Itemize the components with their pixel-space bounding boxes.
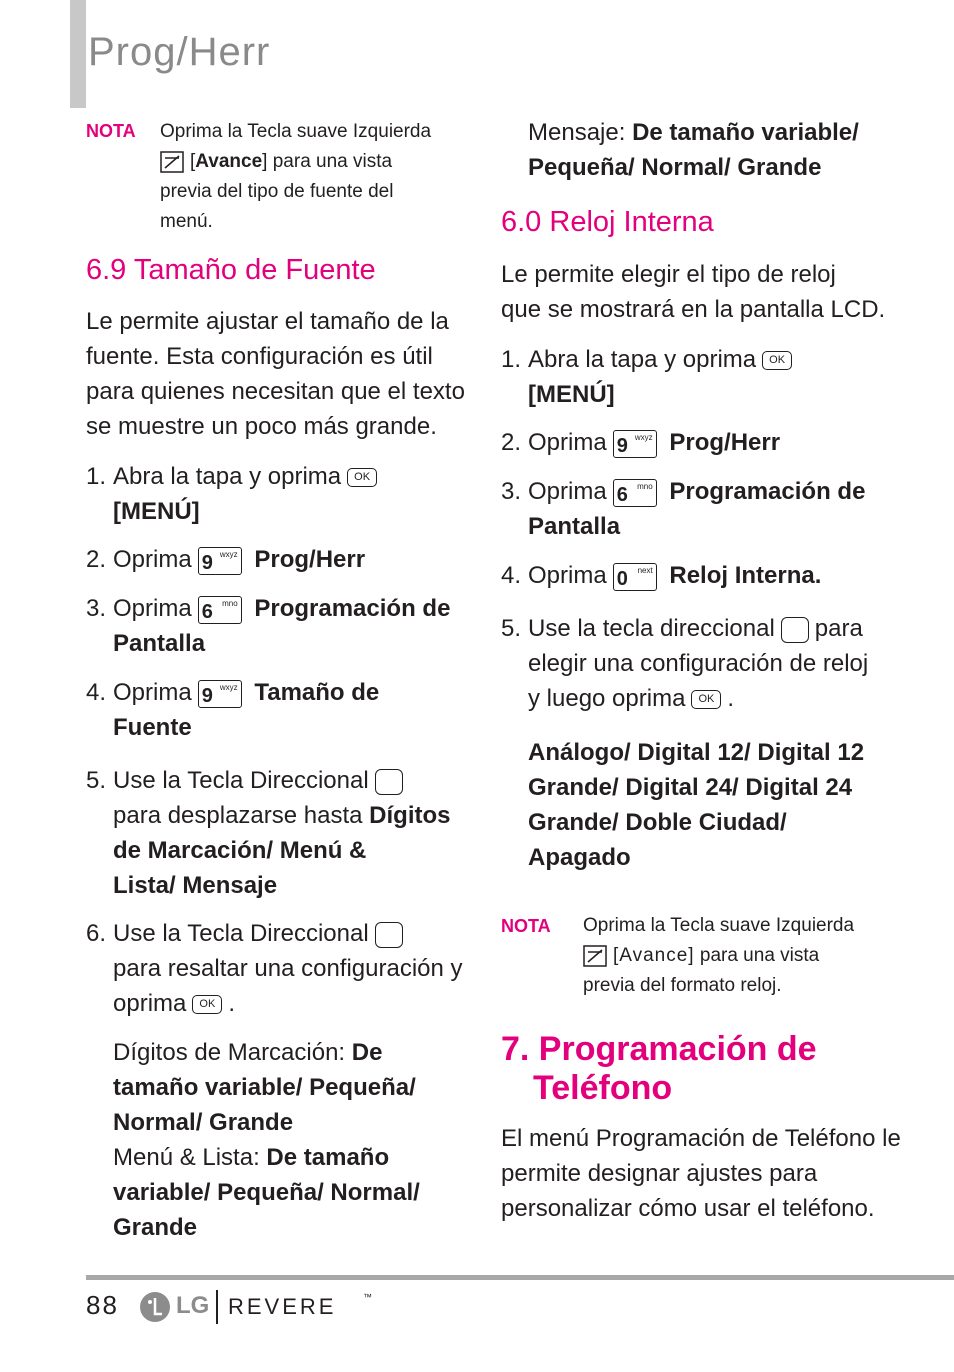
step-text: Use la Tecla Direccional	[113, 920, 369, 947]
step-text: Oprima	[113, 595, 192, 622]
section-title-programacion-telefono	[501, 1030, 817, 1108]
step-bold: Fuente	[113, 714, 192, 741]
step-text: Oprima	[528, 478, 607, 505]
directional-key-icon	[375, 922, 403, 948]
nota-text	[160, 117, 431, 237]
key-6-icon	[613, 479, 657, 507]
footer-divider	[86, 1275, 954, 1280]
option-label: Menú & Lista:	[113, 1144, 260, 1171]
text-line: para quienes necesitan que el texto	[86, 378, 465, 405]
step-1	[113, 459, 383, 529]
step-number: 5.	[86, 767, 107, 794]
step-2	[113, 542, 365, 577]
directional-key-icon	[375, 769, 403, 795]
option-value: Grande/ Doble Ciudad/	[528, 809, 787, 836]
nota-line	[583, 941, 854, 971]
option-value: Pequeña/ Normal/ Grande	[528, 154, 822, 181]
directional-key-icon	[781, 617, 809, 643]
step-bold: Reloj Interna.	[669, 562, 822, 589]
key-letters: wxyz	[219, 682, 238, 692]
nota-label: NOTA	[86, 121, 136, 141]
section-title-tamano: 6.9 Tamaño de Fuente	[86, 254, 376, 286]
step-number: 6.	[86, 920, 107, 947]
step-text: para resaltar una configuración y	[113, 955, 463, 982]
step-bold: Prog/Herr	[669, 429, 781, 456]
key-6-icon	[198, 596, 242, 624]
key-letters: next	[637, 565, 653, 575]
step-text: y luego oprima	[528, 685, 686, 712]
step-bold: Programación de	[254, 595, 451, 622]
step-4	[113, 675, 379, 745]
key-digit: 6	[616, 483, 628, 506]
step-text: Use la Tecla Direccional	[113, 767, 369, 794]
reloj-step-1	[528, 342, 798, 412]
option-value: De tamaño	[266, 1144, 390, 1171]
step-text: para	[814, 615, 863, 642]
step-text: elegir una configuración de reloj	[528, 650, 869, 677]
step-bold: [MENÚ]	[113, 498, 200, 525]
text-line: Le permite ajustar el tamaño de la	[86, 308, 449, 335]
nota-key: Avance	[195, 151, 263, 172]
key-digit: 6	[201, 600, 213, 623]
font-options	[113, 1035, 420, 1245]
title-line: Teléfono	[533, 1069, 673, 1107]
lg-logo-icon	[138, 1290, 172, 1324]
nota-line: para una vista	[699, 945, 820, 966]
intro-paragraph	[86, 304, 465, 444]
step-bold: Dígitos	[369, 802, 451, 829]
step-number: 1.	[86, 463, 107, 490]
nota-text	[583, 911, 854, 1001]
header-bar	[70, 0, 86, 108]
nota-line: previa del formato reloj.	[583, 975, 782, 996]
nota-key: [Avance]	[613, 945, 695, 966]
product-name: REVERE	[228, 1294, 337, 1319]
step-number: 3.	[501, 478, 522, 505]
key-letters: wxyz	[634, 432, 653, 442]
step-number: 5.	[501, 615, 522, 642]
step-text: para desplazarse hasta	[113, 802, 363, 829]
step-text: Oprima	[113, 546, 192, 573]
step-number: 2.	[86, 546, 107, 573]
step-6: Use la Tecla Direccional para resaltar una configuración y oprima OK .	[113, 920, 463, 1017]
text-line: personalizar cómo usar el teléfono.	[501, 1195, 875, 1222]
page-number: 88	[86, 1290, 119, 1320]
page-title: Prog/Herr	[88, 30, 271, 74]
key-0-icon	[613, 563, 657, 591]
ok-key-icon: OK	[762, 351, 792, 370]
text-line: se muestre un poco más grande.	[86, 413, 437, 440]
nota-line: Oprima la Tecla suave Izquierda	[160, 121, 432, 142]
trademark: ™	[363, 1292, 372, 1302]
reloj-intro	[501, 257, 885, 327]
title-line: 7. Programación de	[501, 1030, 817, 1068]
reloj-step-2	[528, 425, 780, 460]
key-digit: 9	[616, 434, 628, 457]
step-text: Abra la tapa y oprima	[113, 463, 342, 490]
step-bold: de Marcación/ Menú &	[113, 837, 367, 864]
option-value: Grande	[113, 1214, 198, 1241]
step-number: 3.	[86, 595, 107, 622]
nota-line: previa del tipo de fuente del	[160, 181, 394, 202]
key-digit: 9	[201, 684, 213, 707]
option-value: Análogo/ Digital 12/ Digital 12	[528, 739, 865, 766]
option-value: Apagado	[528, 844, 631, 871]
step-number: 1.	[501, 346, 522, 373]
brand-logo	[138, 1290, 378, 1324]
option-value: De	[351, 1039, 383, 1066]
section-title-reloj: 6.0 Reloj Interna	[501, 206, 714, 238]
step-bold: Pantalla	[113, 630, 206, 657]
mensaje-options	[528, 115, 859, 185]
clock-options	[528, 735, 864, 875]
text-line: que se mostrará en la pantalla LCD.	[501, 296, 886, 323]
step-text: Oprima	[528, 429, 607, 456]
text-line: El menú Programación de Teléfono le	[501, 1125, 901, 1152]
step-text: oprima	[113, 990, 187, 1017]
key-digit: 0	[616, 567, 628, 590]
key-9-icon	[198, 547, 242, 575]
reloj-step-5: Use la tecla direccional para elegir una configuración de reloj y luego oprima OK .	[528, 615, 869, 712]
ok-key-icon: OK	[192, 995, 222, 1014]
key-9-icon	[613, 430, 657, 458]
step-number: 4.	[501, 562, 522, 589]
step-5	[113, 763, 451, 903]
step-text: Abra la tapa y oprima	[528, 346, 757, 373]
key-digit: 9	[201, 551, 213, 574]
reloj-step-4	[528, 558, 821, 593]
step-number: 4.	[86, 679, 107, 706]
ok-key-icon: OK	[347, 468, 377, 487]
key-letters: mno	[222, 598, 238, 608]
nota-line: [Avance] para una vista	[160, 147, 431, 177]
logo-divider	[216, 1290, 218, 1324]
option-value: De tamaño variable/	[632, 119, 859, 146]
step-bold: Lista/ Mensaje	[113, 872, 278, 899]
nota-line: menú.	[160, 211, 213, 232]
step-number: 2.	[501, 429, 522, 456]
programacion-intro	[501, 1121, 901, 1226]
key-letters: mno	[637, 481, 653, 491]
brand-name: LG	[176, 1292, 210, 1319]
option-value: Grande/ Digital 24/ Digital 24	[528, 774, 853, 801]
step-text: Use la tecla direccional	[528, 615, 775, 642]
key-9-icon	[198, 680, 242, 708]
nota-label: NOTA	[501, 916, 551, 936]
reloj-step-3	[528, 474, 865, 544]
text-line: permite designar ajustes para	[501, 1160, 818, 1187]
option-value: tamaño variable/ Pequeña/	[113, 1074, 416, 1101]
step-bold: Tamaño de	[254, 679, 380, 706]
step-bold: Pantalla	[528, 513, 621, 540]
ok-key-icon: OK	[691, 690, 721, 709]
step-bold: [MENÚ]	[528, 381, 615, 408]
key-letters: wxyz	[219, 549, 238, 559]
text-line: Le permite elegir el tipo de reloj	[501, 261, 836, 288]
step-3	[113, 591, 450, 661]
left-soft-key-icon	[160, 151, 184, 173]
step-text: Oprima	[528, 562, 607, 589]
step-text: Oprima	[113, 679, 192, 706]
nota-line: Oprima la Tecla suave Izquierda	[583, 915, 855, 936]
option-label: Dígitos de Marcación:	[113, 1039, 346, 1066]
option-value: Normal/ Grande	[113, 1109, 294, 1136]
text-line: fuente. Esta configuración es útil	[86, 343, 433, 370]
left-soft-key-icon	[583, 945, 607, 967]
option-label: Mensaje:	[528, 119, 626, 146]
step-bold: Programación de	[669, 478, 866, 505]
step-bold: Prog/Herr	[254, 546, 366, 573]
nota-line: para una vista	[272, 151, 393, 172]
option-value: variable/ Pequeña/ Normal/	[113, 1179, 420, 1206]
